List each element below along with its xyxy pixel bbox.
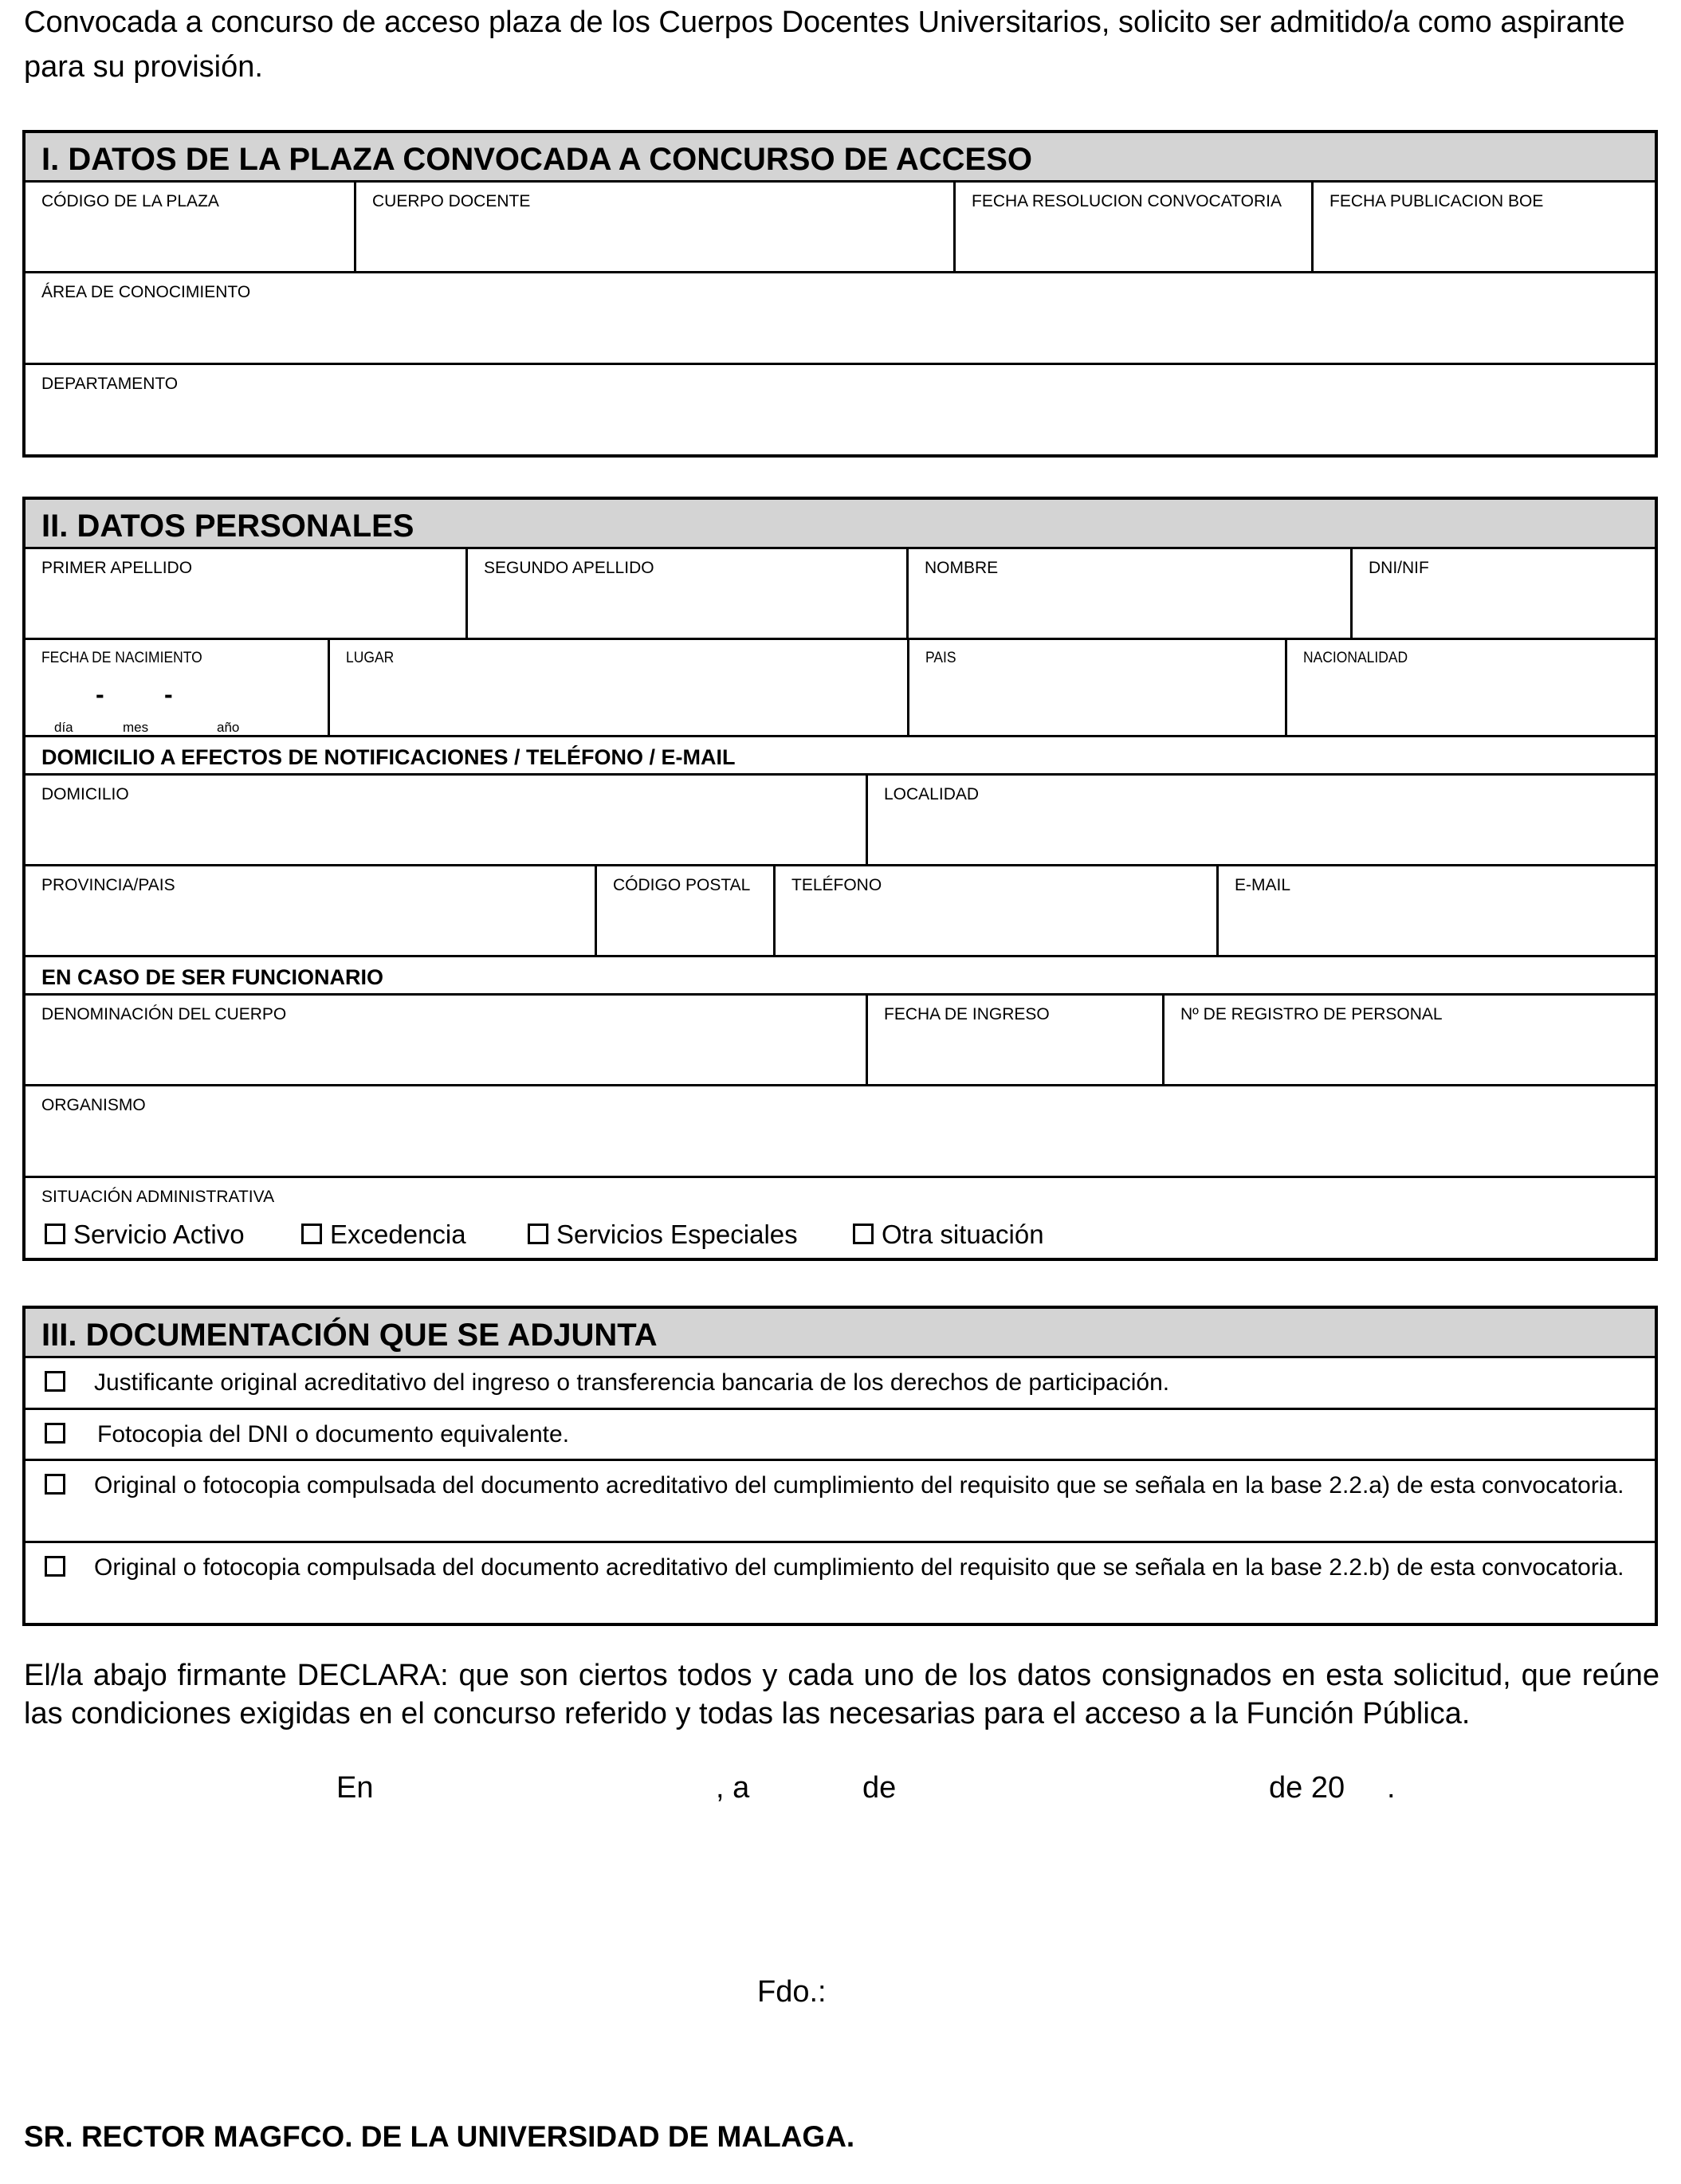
codigo-plaza-field[interactable] — [26, 183, 356, 271]
option-label: Otra situación — [882, 1220, 1044, 1249]
option-label: Servicios Especiales — [556, 1220, 798, 1249]
pais-field[interactable] — [909, 640, 1287, 735]
checkbox[interactable] — [45, 1556, 65, 1577]
fecha-boe-label: FECHA PUBLICACION BOE — [1329, 192, 1544, 210]
section-plaza-title: I. DATOS DE LA PLAZA CONVOCADA A CONCURSO DE ACCESO — [26, 133, 1655, 183]
organismo-field[interactable] — [26, 1086, 1655, 1176]
option-servicios-especiales[interactable] — [528, 1220, 798, 1250]
departamento-field[interactable] — [26, 365, 1655, 454]
option-servicio-activo[interactable] — [45, 1220, 245, 1250]
lugar-field[interactable] — [330, 640, 909, 735]
doc-item-requisito-b[interactable] — [26, 1543, 1655, 1623]
mes-label: mes — [123, 720, 149, 735]
dia-label: día — [54, 720, 73, 735]
fecha-nacimiento-field[interactable] — [26, 640, 330, 735]
checkbox[interactable] — [45, 1474, 65, 1495]
option-otra-situacion[interactable] — [853, 1220, 1044, 1250]
organismo-label: ORGANISMO — [41, 1096, 146, 1114]
denominacion-cuerpo-field[interactable] — [26, 996, 868, 1084]
nombre-field[interactable] — [909, 549, 1353, 638]
place-de: de — [862, 1771, 897, 1805]
fecha-ingreso-label: FECHA DE INGRESO — [884, 1005, 1050, 1023]
declaration-text: El/la abajo firmante DECLARA: que son ciertos todos y cada uno de los datos consignados en esta solicitud, que reúne las condiciones exigidas en el concurso referido y todas las necesarias para el acceso a la Función Pública. — [24, 1659, 1659, 1730]
dni-field[interactable] — [1353, 549, 1655, 638]
codigo-postal-field[interactable] — [597, 866, 776, 955]
checkbox[interactable] — [45, 1423, 65, 1444]
domicilio-field[interactable] — [26, 776, 868, 864]
checkbox[interactable] — [301, 1224, 322, 1244]
option-excedencia[interactable] — [301, 1220, 466, 1250]
intro-text: Convocada a concurso de acceso plaza de los Cuerpos Docentes Universitarios, solicito ser admitido/a como aspirante para su provisión. — [24, 6, 1625, 84]
registro-personal-label: Nº DE REGISTRO DE PERSONAL — [1180, 1005, 1443, 1023]
nacionalidad-label: NACIONALIDAD — [1303, 650, 1408, 666]
addressee: SR. RECTOR MAGFCO. DE LA UNIVERSIDAD DE MALAGA. — [24, 2120, 855, 2153]
telefono-label: TELÉFONO — [791, 876, 882, 894]
option-label: Excedencia — [330, 1220, 466, 1249]
nombre-label: NOMBRE — [925, 559, 999, 577]
section-plaza — [22, 130, 1658, 458]
domicilio-label: DOMICILIO — [41, 785, 129, 803]
nacionalidad-field[interactable] — [1287, 640, 1655, 735]
dni-label: DNI/NIF — [1369, 559, 1429, 577]
provincia-field[interactable] — [26, 866, 597, 955]
fecha-resolucion-field[interactable] — [956, 183, 1314, 271]
signature-label: Fdo.: — [757, 1975, 827, 2009]
primer-apellido-field[interactable] — [26, 549, 468, 638]
email-label: E-MAIL — [1235, 876, 1291, 894]
localidad-field[interactable] — [868, 776, 1655, 864]
funcionario-heading: EN CASO DE SER FUNCIONARIO — [26, 957, 1655, 996]
fecha-ingreso-field[interactable] — [868, 996, 1165, 1084]
primer-apellido-label: PRIMER APELLIDO — [41, 559, 193, 577]
doc-item-dni[interactable] — [26, 1410, 1655, 1461]
place-a: , a — [716, 1771, 750, 1805]
option-label: Servicio Activo — [73, 1220, 245, 1249]
checkbox[interactable] — [45, 1224, 65, 1244]
pais-label: PAIS — [925, 650, 956, 666]
cuerpo-docente-field[interactable] — [356, 183, 956, 271]
place-de-20: de 20 — [1269, 1771, 1345, 1805]
doc-item-requisito-a[interactable] — [26, 1461, 1655, 1543]
area-conocimiento-field[interactable] — [26, 273, 1655, 363]
date-separator: - — [164, 680, 173, 709]
email-field[interactable] — [1219, 866, 1655, 955]
provincia-label: PROVINCIA/PAIS — [41, 876, 175, 894]
telefono-field[interactable] — [776, 866, 1219, 955]
doc-item-justificante[interactable] — [26, 1358, 1655, 1410]
place-en: En — [336, 1771, 374, 1805]
codigo-postal-label: CÓDIGO POSTAL — [613, 876, 751, 894]
section-documentacion-title: III. DOCUMENTACIÓN QUE SE ADJUNTA — [26, 1309, 1655, 1358]
fecha-nacimiento-label: FECHA DE NACIMIENTO — [41, 650, 202, 666]
date-separator: - — [96, 680, 104, 709]
section-datos-personales-title: II. DATOS PERSONALES — [26, 500, 1655, 549]
segundo-apellido-field[interactable] — [468, 549, 909, 638]
fecha-resolucion-label: FECHA RESOLUCION CONVOCATORIA — [972, 192, 1282, 210]
registro-personal-field[interactable] — [1165, 996, 1655, 1084]
section-datos-personales — [22, 497, 1658, 1261]
doc-item-text: Justificante original acreditativo del ingreso o transferencia bancaria de los derechos de participación. — [94, 1369, 1170, 1396]
denominacion-cuerpo-label: DENOMINACIÓN DEL CUERPO — [41, 1005, 287, 1023]
doc-item-text: Original o fotocopia compulsada del documento acreditativo del cumplimiento del requisito que se señala en la base 2.2.b) de esta convocatoria. — [94, 1554, 1624, 1581]
anio-label: año — [217, 720, 240, 735]
fecha-boe-field[interactable] — [1314, 183, 1655, 271]
checkbox[interactable] — [853, 1224, 874, 1244]
situacion-administrativa-field — [26, 1178, 1655, 1258]
checkbox[interactable] — [45, 1371, 65, 1392]
departamento-label: DEPARTAMENTO — [41, 375, 179, 393]
cuerpo-docente-label: CUERPO DOCENTE — [372, 192, 531, 210]
place-dot: . — [1387, 1771, 1396, 1805]
checkbox[interactable] — [528, 1224, 548, 1244]
doc-item-text: Fotocopia del DNI o documento equivalente. — [97, 1421, 570, 1447]
lugar-label: LUGAR — [346, 650, 395, 666]
codigo-plaza-label: CÓDIGO DE LA PLAZA — [41, 192, 219, 210]
localidad-label: LOCALIDAD — [884, 785, 980, 803]
area-conocimiento-label: ÁREA DE CONOCIMIENTO — [41, 283, 251, 301]
section-documentacion — [22, 1306, 1658, 1626]
segundo-apellido-label: SEGUNDO APELLIDO — [484, 559, 654, 577]
doc-item-text: Original o fotocopia compulsada del documento acreditativo del cumplimiento del requisito que se señala en la base 2.2.a) de esta convocatoria. — [94, 1472, 1624, 1499]
domicilio-heading: DOMICILIO A EFECTOS DE NOTIFICACIONES / TELÉFONO / E-MAIL — [26, 737, 1655, 776]
situacion-administrativa-label: SITUACIÓN ADMINISTRATIVA — [41, 1188, 275, 1206]
